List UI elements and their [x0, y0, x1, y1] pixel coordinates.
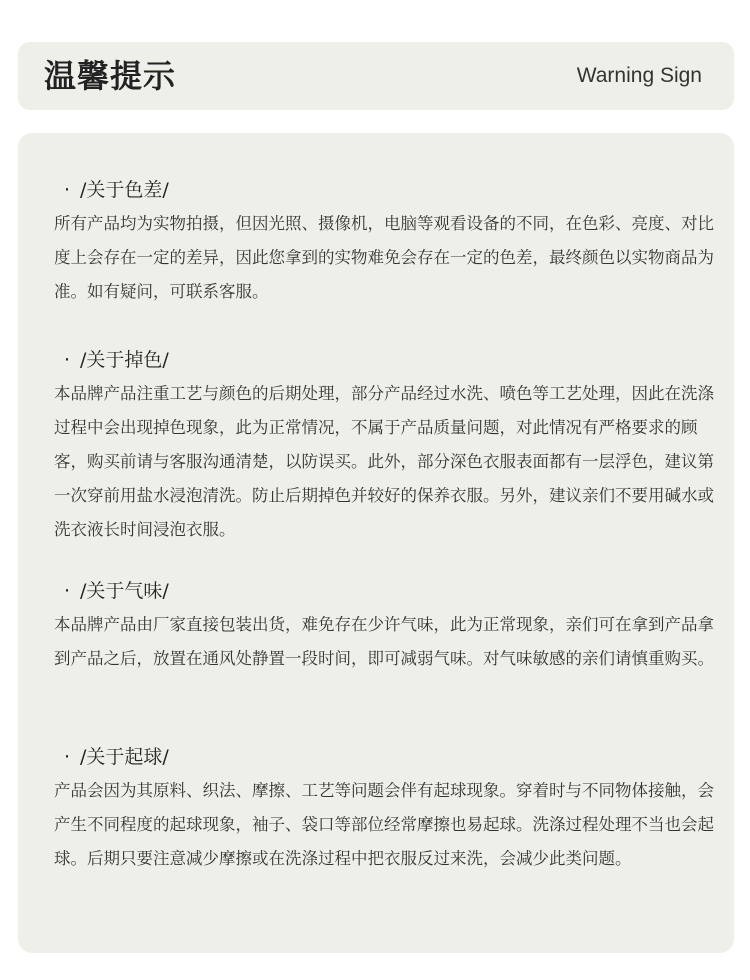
section-color-difference — [54, 176, 714, 309]
section-heading-text: /关于掉色/ — [80, 349, 169, 371]
page-subtitle: Warning Sign — [576, 64, 702, 87]
section-heading-text: /关于起球/ — [80, 746, 169, 768]
bullet-dot: · — [63, 746, 71, 768]
section-heading — [54, 743, 714, 771]
page-title: 温馨提示 — [44, 57, 177, 95]
section-body: 产品会因为其原料、织法、摩擦、工艺等问题会伴有起球现象。穿着时与不同物体接触，会产生不同程度的起球现象，袖子、袋口等部位经常摩擦也易起球。洗涤过程处理不当也会起球。后期只要注意减少摩擦或在洗涤过程中把衣服反过来洗，会减少此类问题。 — [54, 781, 714, 868]
bullet-dot: · — [63, 580, 71, 602]
section-heading — [54, 346, 714, 374]
section-body: 本品牌产品注重工艺与颜色的后期处理，部分产品经过水洗、喷色等工艺处理，因此在洗涤过程中会出现掉色现象，此为正常情况，不属于产品质量问题，对此情况有严格要求的顾客，购买前请与客服沟通清楚，以防误买。此外，部分深色衣服表面都有一层浮色，建议第一次穿前用盐水浸泡清洗。防止后期掉色并较好的保养衣服。另外，建议亲们不要用碱水或洗衣液长时间浸泡衣服。 — [54, 384, 714, 539]
section-body: 本品牌产品由厂家直接包装出货，难免存在少许气味，此为正常现象，亲们可在拿到产品拿到产品之后，放置在通风处静置一段时间，即可减弱气味。对气味敏感的亲们请慎重购买。 — [54, 615, 714, 668]
notice-panel — [18, 133, 734, 953]
section-heading-text: /关于色差/ — [80, 179, 169, 201]
section-odor — [54, 577, 714, 676]
section-color-fading — [54, 346, 714, 547]
section-pilling — [54, 743, 714, 876]
section-body: 所有产品均为实物拍摄，但因光照、摄像机，电脑等观看设备的不同，在色彩、亮度、对比度上会存在一定的差异，因此您拿到的实物难免会存在一定的色差，最终颜色以实物商品为准。如有疑问，可联系客服。 — [54, 214, 714, 301]
section-heading-text: /关于气味/ — [80, 580, 169, 602]
bullet-dot: · — [63, 179, 71, 201]
section-heading — [54, 577, 714, 605]
bullet-dot: · — [63, 349, 71, 371]
section-heading — [54, 176, 714, 204]
header-banner — [18, 42, 734, 110]
